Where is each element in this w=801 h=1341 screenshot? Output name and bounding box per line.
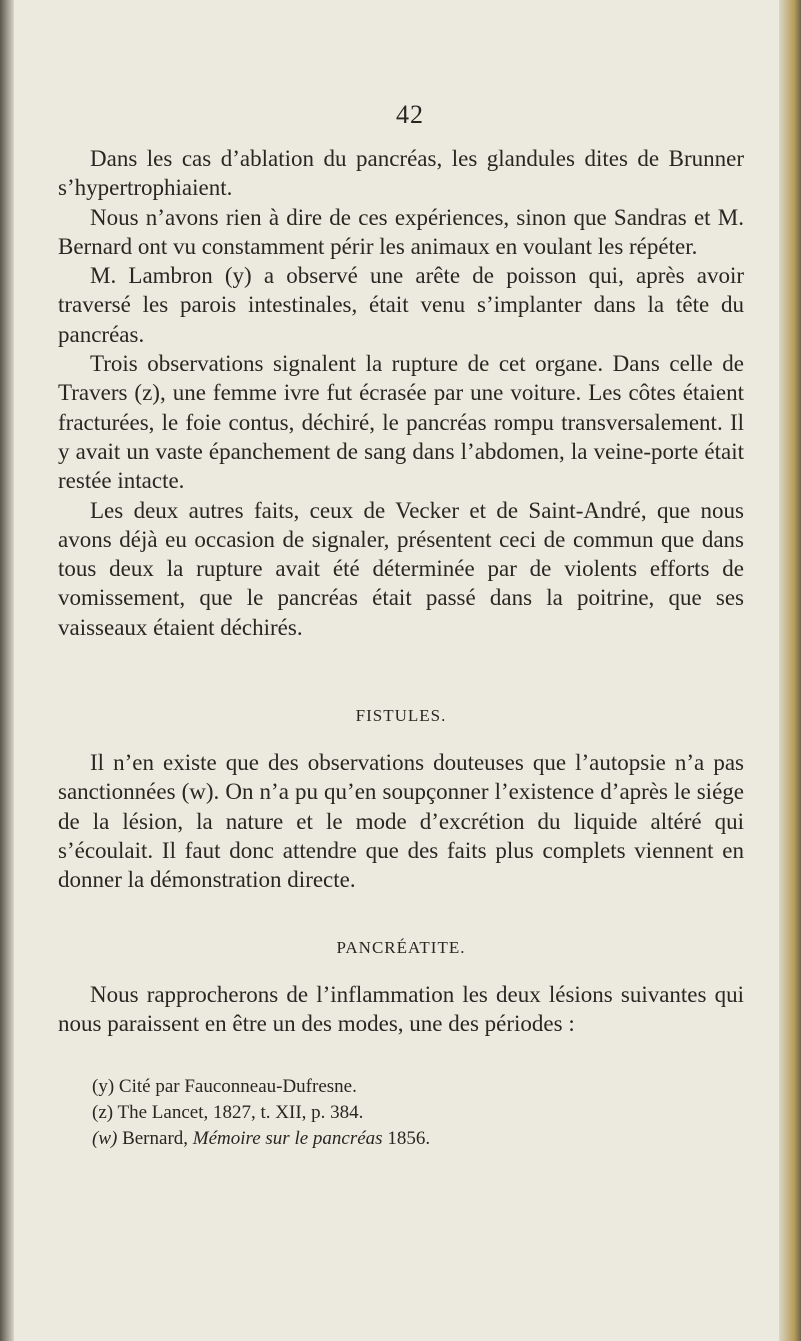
footnote-ref: (w) — [92, 1128, 118, 1149]
paragraph-pancreatite: Nous rapprocherons de l’inflammation les deux lésions suivantes qui nous paraissent en être un des modes, une des périodes : — [58, 982, 744, 1037]
body-text-block-1 — [58, 144, 744, 642]
section-heading-fistules: FISTULES. — [355, 706, 447, 725]
paragraph: Nous n’avons rien à dire de ces expériences, sinon que Sandras et M. Bernard ont vu constamment périr les animaux en voulant les répéter. — [58, 204, 744, 259]
footnote-title: Mémoire sur le pancréas — [192, 1128, 383, 1149]
section-heading-wrapper — [58, 938, 744, 958]
footnote — [92, 1126, 752, 1152]
footnote — [92, 1100, 752, 1126]
paragraph: Les deux autres faits, ceux de Vecker et de Saint-André, que nous avons déjà eu occasion de signaler, présentent ceci de commun que dans tous deux la rupture avait été déterminée par de violents efforts de vomissement, que le pancréas était passé dans la poitrine, que ses vaisseaux étaient déchirés. — [58, 497, 744, 640]
page-number: 42 — [396, 100, 424, 129]
footnote — [92, 1074, 752, 1100]
footnote-ref: (y) — [92, 1076, 115, 1097]
scan-edge-right — [779, 0, 801, 1341]
footnote-ref: (z) — [92, 1102, 114, 1123]
section-heading-wrapper — [58, 706, 744, 726]
footnote-text: 1856. — [387, 1128, 431, 1149]
footnote-text: Cité par Fauconneau-Dufresne. — [118, 1076, 357, 1097]
footnote-text: The Lancet, 1827, t. XII, p. 384. — [117, 1102, 364, 1123]
book-page — [14, 0, 779, 1341]
footnotes — [92, 1074, 752, 1152]
body-text-block-2 — [58, 748, 744, 894]
paragraph: Dans les cas d’ablation du pancréas, les glandules dites de Brunner s’hypertrophiaient. — [58, 146, 744, 201]
body-text-block-3 — [58, 980, 744, 1039]
scan-edge-left — [0, 0, 14, 1341]
paragraph: Trois observations signalent la rupture de cet organe. Dans celle de Travers (z), une femme ivre fut écrasée par une voiture. Les côtes étaient fracturées, le foie contus, déchiré, le pancréas rompu transversalement. Il y avait un vaste épanchement de sang dans l’abdomen, la veine-porte était restée intacte. — [58, 351, 744, 494]
paragraph: M. Lambron (y) a observé une arête de poisson qui, après avoir traversé les parois intestinales, était venu s’implanter dans la tête du pancréas. — [58, 263, 744, 347]
footnote-text: Bernard, — [122, 1128, 189, 1149]
section-heading-pancreatite: PANCRÉATITE. — [336, 938, 466, 957]
paragraph-fistules: Il n’en existe que des observations douteuses que l’autopsie n’a pas sanctionnées (w). On n’a pu qu’en soupçonner l’existence d’après le siége de la lésion, la nature et le mode d’excrétion du liquide altéré qui s’écoulait. Il faut donc attendre que des faits plus complets viennent en donner la démonstration directe. — [58, 750, 744, 893]
